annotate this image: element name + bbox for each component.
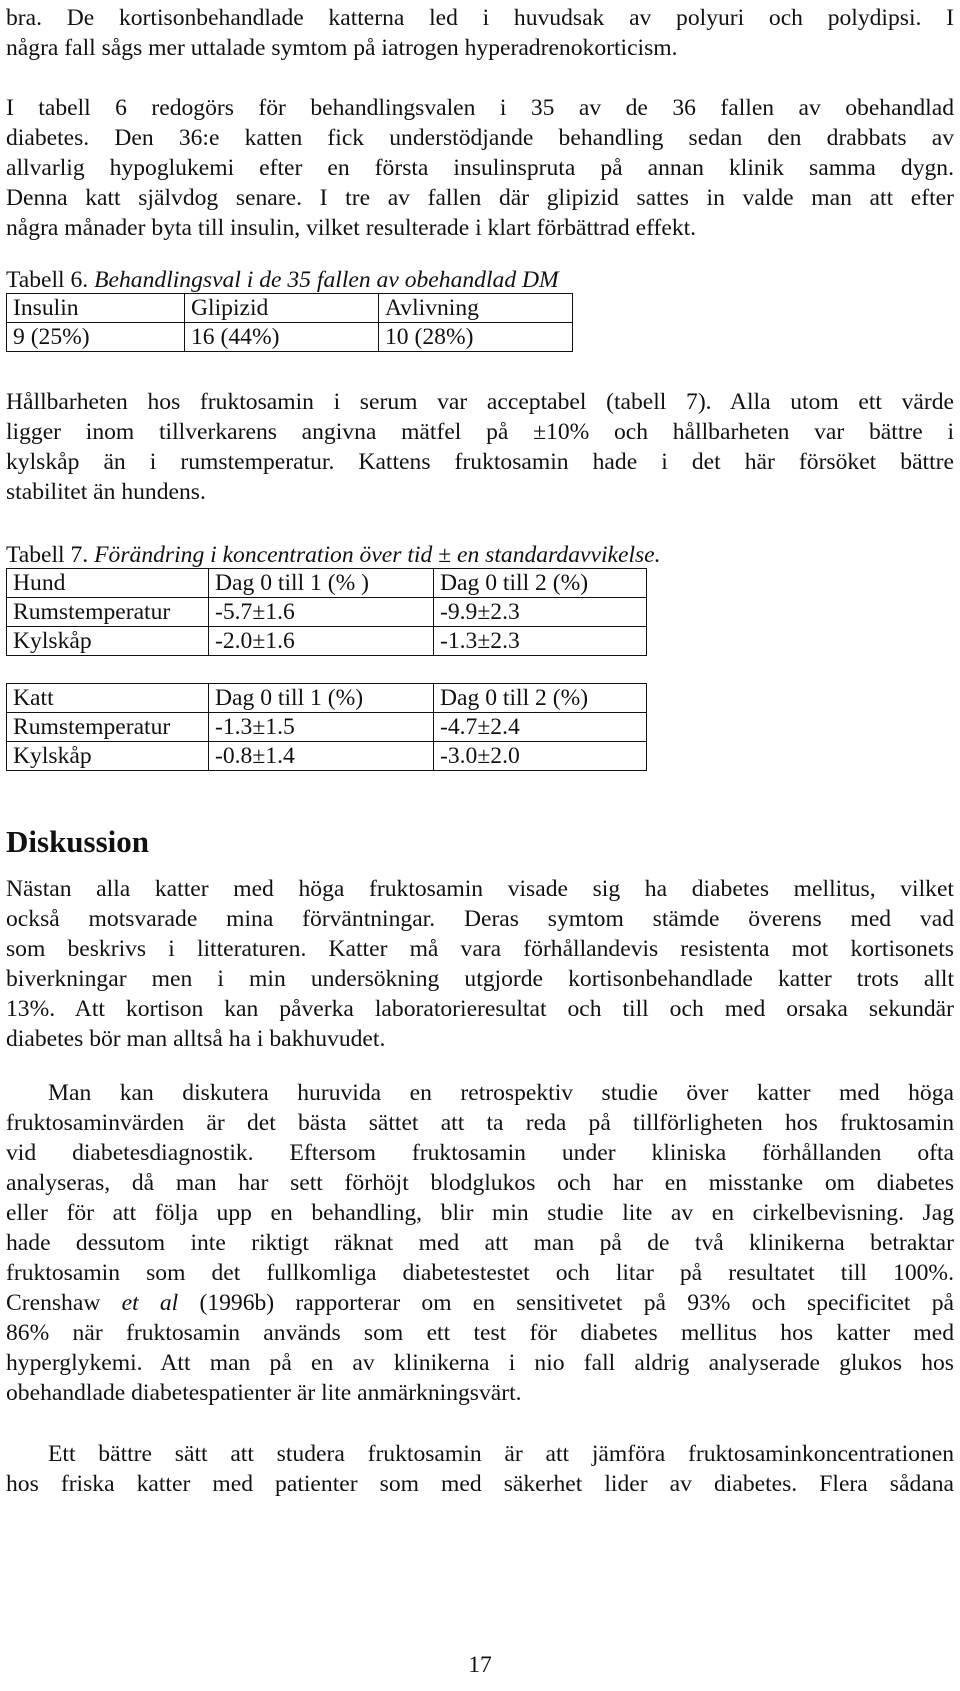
text-line: några fall sågs mer uttalade symtom på iatrogen hyperadrenokorticism. [6,35,678,61]
table-cell: -2.0±1.6 [209,627,434,656]
table-cell: 9 (25%) [7,323,185,352]
text-line: fruktosamin som det fullkomliga diabetestestet och litar på resultatet till 100%. [6,1260,954,1286]
table-row [7,627,647,656]
table-header-cell: Dag 0 till 1 (% ) [209,569,434,598]
table-cell: -1.3±1.5 [209,713,434,742]
text-line: 86% när fruktosamin används som ett test för diabetes mellitus hos katter med [6,1320,954,1346]
table-header-cell: Glipizid [185,294,379,323]
italic-fragment: et al [121,1290,179,1316]
table-row [7,713,647,742]
table-header-cell: Dag 0 till 2 (%) [434,569,647,598]
table7-cat [6,683,647,771]
table-cell: Rumstemperatur [7,713,209,742]
table-cell: -5.7±1.6 [209,598,434,627]
text-line: Denna katt självdog senare. I tre av fallen där glipizid sattes in valde man att efter [6,185,954,211]
table6-label: Tabell 6. [6,267,89,293]
text-line: hyperglykemi. Att man på en av klinikerna i nio fall aldrig analyserade glukos hos [6,1350,954,1376]
table-cell: 16 (44%) [185,323,379,352]
text-line: 13%. Att kortison kan påverka laboratorieresultat och till och med orsaka sekundär [6,996,954,1022]
text-line: obehandlade diabetespatienter är lite anmärkningsvärt. [6,1380,522,1406]
text-line: Man kan diskutera huruvida en retrospektiv studie över katter med höga [48,1080,954,1106]
table-header-cell: Dag 0 till 2 (%) [434,684,647,713]
page-number: 17 [468,1652,492,1678]
text-line: I tabell 6 redogörs för behandlingsvalen i 35 av de 36 fallen av obehandlad [6,95,954,121]
text-line: ligger inom tillverkarens angivna mätfel på ±10% och hållbarheten var bättre i [6,419,954,445]
text-line: diabetes bör man alltså ha i bakhuvudet. [6,1026,386,1052]
text-line [6,1288,954,1318]
table-header-row [7,294,573,323]
table-cell: Kylskåp [7,627,209,656]
table6-caption [6,266,954,294]
table-cell: -0.8±1.4 [209,742,434,771]
table7-caption-text: Förändring i koncentration över tid ± en standardavvikelse. [94,542,661,568]
text-line: analyseras, då man har sett förhöjt blodglukos och har en misstanke om diabetes [6,1170,954,1196]
text-line: hos friska katter med patienter som med säkerhet lider av diabetes. Flera sådana [6,1471,954,1497]
table-header-cell: Katt [7,684,209,713]
text-line: diabetes. Den 36:e katten fick understödjande behandling sedan den drabbats av [6,125,954,151]
text-line: också motsvarade mina förväntningar. Deras symtom stämde överens med vad [6,906,954,932]
text-line: eller för att följa upp en behandling, blir min studie lite av en cirkelbevisning. Jag [6,1200,954,1226]
blank-line [6,63,954,93]
table6 [6,293,573,352]
text-line: allvarlig hypoglukemi efter en första insulinspruta på annan klinik samma dygn. [6,155,954,181]
text-line: Hållbarheten hos fruktosamin i serum var acceptabel (tabell 7). Alla utom ett värde [6,389,954,415]
table-cell: -1.3±2.3 [434,627,647,656]
text-fragment: Crenshaw [6,1290,122,1316]
table-row [7,742,647,771]
hallbarhet-paragraph [6,387,954,507]
text-line: Nästan alla katter med höga fruktosamin visade sig ha diabetes mellitus, vilket [6,876,954,902]
table7-dog [6,568,647,656]
section-heading: Diskussion [6,824,150,859]
table-row [7,598,647,627]
table7-label: Tabell 7. [6,542,89,568]
diskussion-paragraph-3 [6,1439,954,1499]
table6-caption-text: Behandlingsval i de 35 fallen av obehandlad DM [94,267,559,293]
text-line: som beskrivs i litteraturen. Katter må vara förhållandevis resistenta mot kortisonets [6,936,954,962]
text-line: vid diabetesdiagnostik. Eftersom fruktosamin under kliniska förhållanden ofta [6,1140,954,1166]
text-line: fruktosaminvärden är det bästa sättet att ta reda på tillförligheten hos fruktosamin [6,1110,954,1136]
diskussion-paragraph-1 [6,874,954,1054]
text-line: biverkningar men i min undersökning utgjorde kortisonbehandlade katter trots allt [6,966,954,992]
table-cell: Kylskåp [7,742,209,771]
diskussion-paragraph-2 [6,1078,954,1408]
text-line: bra. De kortisonbehandlade katterna led i huvudsak av polyuri och polydipsi. I [6,5,954,31]
table-cell: -9.9±2.3 [434,598,647,627]
table-header-cell: Hund [7,569,209,598]
table-cell: 10 (28%) [379,323,573,352]
table-row [7,323,573,352]
table-header-cell: Insulin [7,294,185,323]
text-line: Ett bättre sätt att studera fruktosamin är att jämföra fruktosaminkoncentrationen [48,1441,954,1467]
table7-caption [6,541,954,569]
text-line: några månader byta till insulin, vilket resulterade i klart förbättrad effekt. [6,215,697,241]
intro-paragraph [6,3,954,243]
table-header-cell: Avlivning [379,294,573,323]
text-fragment: (1996b) rapporterar om en sensitivetet på 93% och specificitet på [178,1290,954,1316]
table-header-cell: Dag 0 till 1 (%) [209,684,434,713]
text-line: stabilitet än hundens. [6,479,206,505]
table-cell: Rumstemperatur [7,598,209,627]
table-cell: -3.0±2.0 [434,742,647,771]
table-cell: -4.7±2.4 [434,713,647,742]
table-header-row [7,684,647,713]
text-line: hade dessutom inte riktigt räknat med att man på de två klinikerna betraktar [6,1230,954,1256]
table-header-row [7,569,647,598]
text-line: kylskåp än i rumstemperatur. Kattens fruktosamin hade i det här försöket bättre [6,449,954,475]
